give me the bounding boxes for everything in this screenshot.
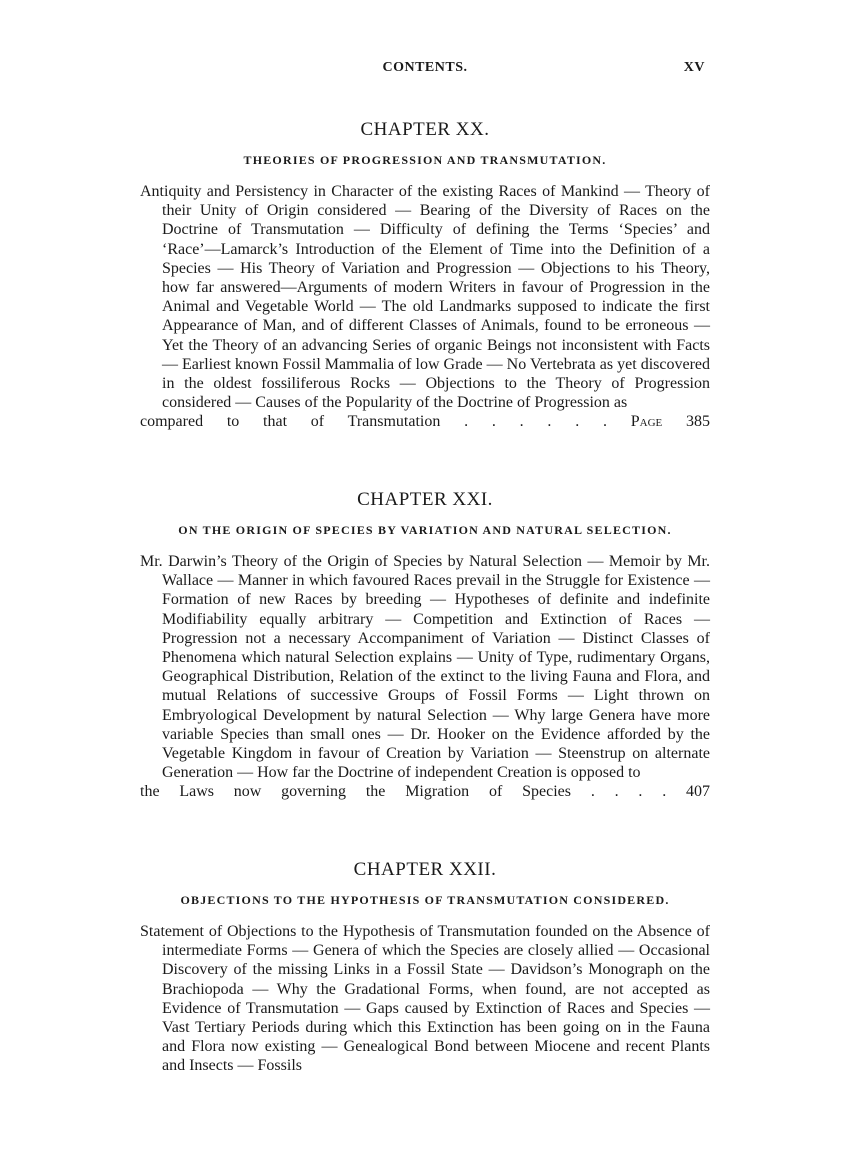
chapter-summary (140, 182, 710, 432)
chapter-21-entry (140, 488, 710, 802)
summary-last-line-text: the Laws now governing the Migration of Species (140, 783, 571, 801)
page-ref-number: 407 (686, 783, 711, 801)
summary-last-line-text: compared to that of Transmutation (140, 413, 441, 431)
chapter-subtitle: OBJECTIONS TO THE HYPOTHESIS OF TRANSMUTATION CONSIDERED. (180, 893, 670, 907)
chapter-title: CHAPTER XXI. (357, 489, 493, 510)
page-ref-number: 385 (686, 413, 711, 431)
chapter-subtitle: THEORIES OF PROGRESSION AND TRANSMUTATION. (243, 153, 607, 167)
page-label: Page (630, 413, 663, 431)
dot-leaders: . . . . . . (464, 413, 607, 431)
summary-text: Mr. Darwin’s Theory of the Origin of Species by Natural Selection — Memoir by Mr. Wallace — Manner in which favoured Races prevail in the Struggle for Existence — Formation of new Races by breeding — Hypotheses of definite and indefinite Modifiability equally arbitrary — Competition and Extinction of Races — Progression not a necessary Accompaniment of Variation — Distinct Classes of Phenomena which natural Selection explains — Unity of Type, rudimentary Organs, Geographical Distribution, Relation of the extinct to the living Fauna and Flora, and mutual Relations of successive Groups of Fossil Forms — Light thrown on Embryological Development by natural Selection — Why large Genera have more variable Species than small ones — Dr. Hooker on the Evidence afforded by the Vegetable Kingdom in favour of Creation by Variation — Steenstrup on alternate Generation — How far the Doctrine of independent Creation is opposed to (140, 553, 710, 782)
summary-text: Antiquity and Persistency in Character of the existing Races of Mankind — Theory of their Unity of Origin considered — Bearing of the Diversity of Races on the Doctrine of Transmutation — Difficulty of defining the Terms ‘Species’ and ‘Race’—Lamarck’s Introduction of the Element of Time into the Definition of a Species — His Theory of Variation and Progression — Objections to his Theory, how far answered—Arguments of modern Writers in favour of Progression in the Animal and Vegetable World — The old Landmarks supposed to indicate the first Appearance of Man, and of different Classes of Animals, found to be erroneous — Yet the Theory of an advancing Series of organic Beings not inconsistent with Facts — Earliest known Fossil Mammalia of low Grade — No Vertebrata as yet discovered in the oldest fossiliferous Rocks — Objections to the Theory of Progression considered — Causes of the Popularity of the Doctrine of Progression as (140, 183, 710, 412)
chapter-title: CHAPTER XX. (360, 119, 490, 140)
running-head (145, 60, 705, 80)
chapter-summary (140, 922, 710, 1076)
chapter-20-entry (140, 118, 710, 432)
chapter-subtitle: ON THE ORIGIN OF SPECIES BY VARIATION AND NATURAL SELECTION. (178, 523, 672, 537)
chapter-title: CHAPTER XXII. (353, 859, 497, 880)
summary-last-line (140, 412, 711, 431)
running-head-title: CONTENTS. (382, 60, 468, 75)
dot-leaders: . . . . (590, 783, 667, 801)
page-number: XV (683, 60, 705, 75)
page-reference (631, 413, 710, 430)
summary-text: Statement of Objections to the Hypothesis of Transmutation founded on the Absence of intermediate Forms — Genera of which the Species are closely allied — Occasional Discovery of the missing Links in a Fossil State — Davidson’s Monograph on the Brachiopoda — Why the Gradational Forms, when found, are not accepted as Evidence of Transmutation — Gaps caused by Extinction of Races and Species — Vast Tertiary Periods during which this Extinction has been going on in the Fauna and Flora now existing — Genealogical Bond between Miocene and recent Plants and Insects — Fossils (140, 923, 710, 1075)
summary-last-line (140, 782, 711, 801)
chapter-22-entry (140, 858, 710, 1076)
chapter-summary (140, 552, 710, 802)
